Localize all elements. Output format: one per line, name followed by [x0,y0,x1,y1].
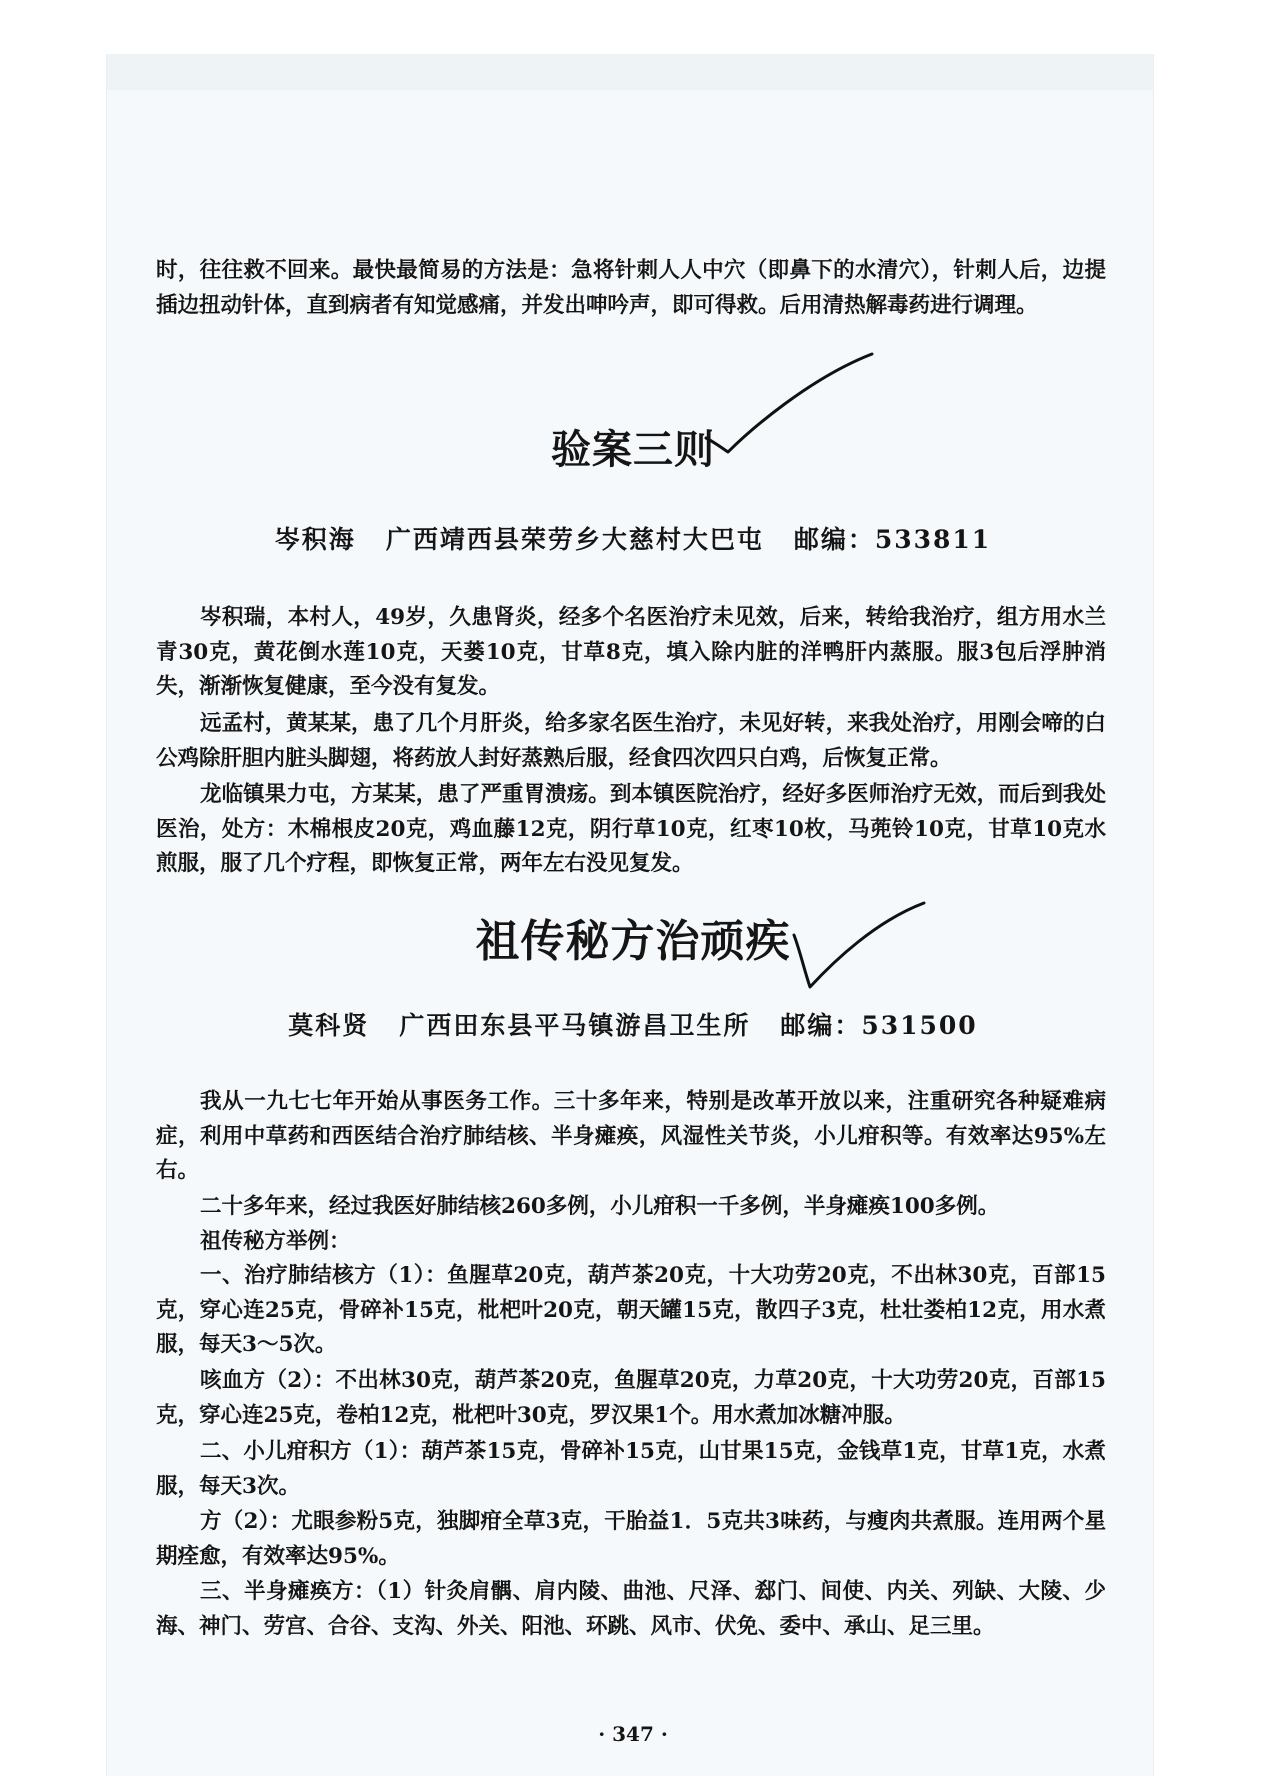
section2-paragraph-4: 一、治疗肺结核方（1）：鱼腥草20克，葫芦茶20克，十大功劳20克，不出林30克，百部15克，穿心连25克，骨碎补15克，枇杷叶20克，朝天罐15克，散四子3克，杜壮娄柏12克，用水煮服，每天3～5次。 [156,1263,1106,1357]
checkmark-icon [790,895,930,995]
section2-paragraph-8: 三、半身瘫痪方：（1）针灸肩髃、肩内陵、曲池、尺泽、郄门、间使、内关、列缺、大陵、少海、神门、劳宫、合谷、支沟、外关、阳池、环跳、风市、伏免、委中、承山、足三里。 [156,1579,1106,1639]
intro-paragraph: 时，往往救不回来。最快最简易的方法是：急将针刺人人中穴（即鼻下的水清穴），针刺人后，边提插边扭动针体，直到病者有知觉感痛，并发出呻吟声，即可得救。后用清热解毒药进行调理。 [156,258,1106,318]
section1-author: 岑积海 [274,525,356,554]
page-number: · 347 · [598,1722,668,1746]
section1-address: 广西靖西县荣劳乡大慈村大巴屯 [385,525,764,554]
checkmark-icon [700,350,880,460]
section2-postcode: 邮编：531500 [780,1011,978,1040]
section2-paragraph-3: 祖传秘方举例： [200,1229,351,1254]
section2-paragraph-6: 二、小儿疳积方（1）：葫芦茶15克，骨碎补15克，山甘果15克，金钱草1克，甘草1克，水煮服，每天3次。 [156,1439,1106,1499]
section2-address: 广西田东县平马镇游昌卫生所 [399,1011,751,1040]
section1-paragraph-2: 远孟村，黄某某，患了几个月肝炎，给多家名医生治疗，未见好转，来我处治疗，用刚会啼的白公鸡除肝胆内脏头脚翅，将药放人封好蒸熟后服，经食四次四只白鸡，后恢复正常。 [156,711,1106,771]
section1-paragraph-1: 岑积瑞，本村人，49岁，久患肾炎，经多个名医治疗未见效，后来，转给我治疗，组方用水兰青30克，黄花倒水莲10克，天蒌10克，甘草8克，填入除内脏的洋鸭肝内蒸服。服3包后浮肿消失，渐渐恢复健康，至今没有复发。 [156,605,1106,699]
section2-paragraph-2: 二十多年来，经过我医好肺结核260多例，小儿疳积一千多例，半身瘫痪100多例。 [200,1194,1000,1219]
section1-paragraph-3: 龙临镇果力屯，方某某，患了严重胃溃疡。到本镇医院治疗，经好多医师治疗无效，而后到我处医治，处方：木棉根皮20克，鸡血藤12克，阴行草10克，红枣10枚，马蔸铃10克，甘草10克水煎服，服了几个疗程，即恢复正常，两年左右没见复发。 [156,782,1106,876]
section1-postcode: 邮编：533811 [793,525,992,554]
section2-title: 祖传秘方治顽疾 [475,916,791,967]
section2-paragraph-5: 咳血方（2）：不出林30克，葫芦茶20克，鱼腥草20克，力草20克，十大功劳20克，百部15克，穿心连25克，卷柏12克，枇杷叶30克，罗汉果1个。用水煮加冰糖冲服。 [156,1368,1106,1428]
section1-title: 验案三则 [551,426,715,473]
section2-byline [0,1006,1266,1042]
section1-byline [0,520,1266,556]
section2-author: 莫科贤 [288,1011,370,1040]
section2-paragraph-1: 我从一九七七年开始从事医务工作。三十多年来，特别是改革开放以来，注重研究各种疑难病症，利用中草药和西医结合治疗肺结核、半身瘫痪，风湿性关节炎，小儿疳积等。有效率达95%左右。 [156,1089,1106,1183]
section2-paragraph-7: 方（2）：尤眼参粉5克，独脚疳全草3克，干胎益1．5克共3味药，与瘦肉共煮服。连用两个星期痊愈，有效率达95%。 [156,1509,1106,1569]
